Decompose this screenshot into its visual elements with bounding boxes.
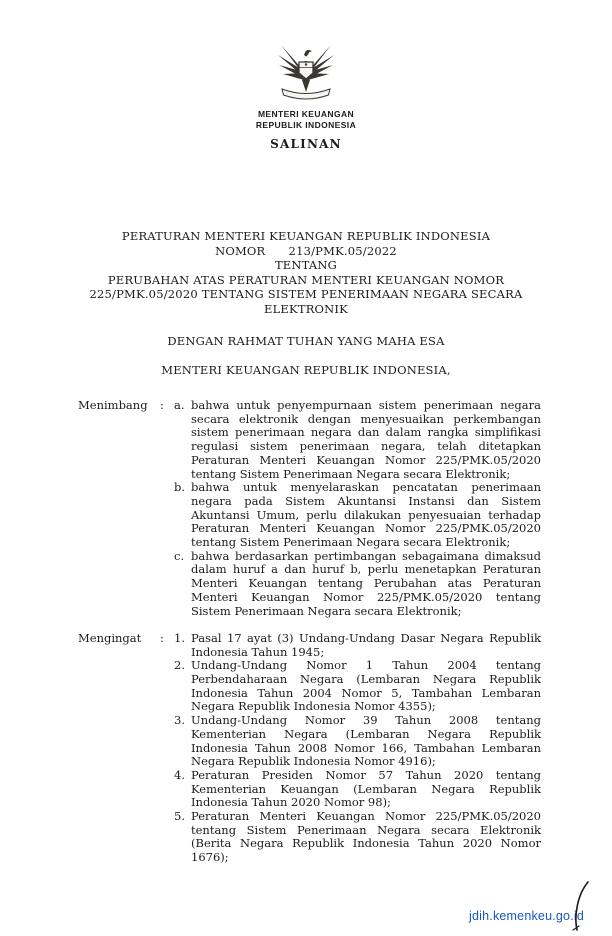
invocation-line: DENGAN RAHMAT TUHAN YANG MAHA ESA <box>167 334 445 348</box>
item-text: Undang-Undang Nomor 39 Tahun 2008 tentang Kementerian Negara (Lembaran Negara Republik Indonesia Tahun 2008 Nomor 166, Tambahan Lembaran Negara Republik Indonesia Nomor 4916); <box>191 713 541 769</box>
item-marker: 1. <box>174 630 185 645</box>
regulation-subject-line1: PERUBAHAN ATAS PERATURAN MENTERI KEUANGAN NOMOR <box>107 272 505 287</box>
item-text: bahwa untuk menyelaraskan pencatatan penerimaan negara pada Sistem Akuntansi Instansi dan Sistem Akuntansi Umum, perlu dilakukan penyesuaian terhadap Peraturan Menteri Keuangan Nomor 225/PMK.05/2020 tentang Sistem Penerimaan Negara secara Elektronik; <box>191 480 541 550</box>
item-text: Peraturan Menteri Keuangan Nomor 225/PMK.05/2020 tentang Sistem Penerimaan Negara secara Elektronik (Berita Negara Republik Indonesia Tahun 2020 Nomor 1676); <box>191 809 541 865</box>
item-text: Peraturan Presiden Nomor 57 Tahun 2020 tentang Kementerian Keuangan (Lembaran Negara Republik Indonesia Tahun 2020 Nomor 98); <box>191 767 541 810</box>
copy-label: SALINAN <box>270 137 342 151</box>
item-marker: 3. <box>174 713 185 728</box>
considering-item <box>174 550 541 619</box>
document-body <box>0 399 612 865</box>
item-marker: c. <box>174 548 185 563</box>
considering-label: Menimbang <box>78 398 148 412</box>
item-marker: 4. <box>174 767 185 782</box>
considering-item <box>174 481 541 550</box>
regulation-title: PERATURAN MENTERI KEUANGAN REPUBLIK INDONESIA <box>121 229 491 243</box>
item-text: Pasal 17 ayat (3) Undang-Undang Dasar Negara Republik Indonesia Tahun 1945; <box>191 630 541 659</box>
item-marker: 2. <box>174 658 185 673</box>
considering-clause <box>78 399 541 618</box>
recalling-item <box>174 769 541 810</box>
tentang-label: TENTANG <box>274 258 338 272</box>
jdih-link[interactable]: jdih.kemenkeu.go.id <box>469 909 584 923</box>
recalling-item <box>174 632 541 659</box>
regulation-subject-line3: ELEKTRONIK <box>264 301 348 316</box>
item-text: Undang-Undang Nomor 1 Tahun 2004 tentang Perbendaharaan Negara (Lembaran Negara Republik Indonesia Tahun 2004 Nomor 5, Tambahan Lembaran Negara Republik Indonesia Nomor 4355); <box>191 658 541 714</box>
regulation-subject-line2: 225/PMK.05/2020 TENTANG SISTEM PENERIMAAN NEGARA SECARA <box>89 287 523 301</box>
recalling-clause <box>78 632 541 865</box>
considering-separator: : <box>160 398 164 412</box>
authority-line: MENTERI KEUANGAN REPUBLIK INDONESIA, <box>161 362 451 377</box>
recalling-item <box>174 659 541 714</box>
recalling-separator: : <box>160 630 164 645</box>
garuda-emblem-icon <box>0 38 612 104</box>
item-marker: 5. <box>174 809 185 824</box>
regulation-number: NOMOR 213/PMK.05/2022 <box>215 243 397 258</box>
recalling-label: Mengingat <box>78 630 142 645</box>
recalling-item <box>174 714 541 769</box>
item-text: bahwa berdasarkan pertimbangan sebagaimana dimaksud dalam huruf a dan huruf b, perlu menetapkan Peraturan Menteri Keuangan tentang Perubahan atas Peraturan Menteri Keuangan Nomor 225/PMK.05/2020 tentang Sistem Penerimaan Negara secara Elektronik; <box>191 548 541 618</box>
recalling-item <box>174 810 541 865</box>
ministry-country: REPUBLIK INDONESIA <box>255 119 357 130</box>
ministry-name: MENTERI KEUANGAN <box>257 109 355 119</box>
pen-mark-icon <box>572 881 594 935</box>
title-block <box>0 229 612 377</box>
item-marker: a. <box>174 398 185 412</box>
item-marker: b. <box>174 480 186 495</box>
considering-item <box>174 399 541 481</box>
letterhead <box>0 0 612 151</box>
item-text: bahwa untuk penyempurnaan sistem penerimaan negara secara elektronik dengan menyesuaikan perkembangan sistem penerimaan negara dan dalam rangka simplifikasi regulasi sistem penerimaan negara, telah ditetapkan Peraturan Menteri Keuangan Nomor 225/PMK.05/2020 tentang Sistem Penerimaan Negara secara Elektronik; <box>191 398 541 481</box>
considering-items <box>174 399 541 618</box>
recalling-items <box>174 632 541 865</box>
